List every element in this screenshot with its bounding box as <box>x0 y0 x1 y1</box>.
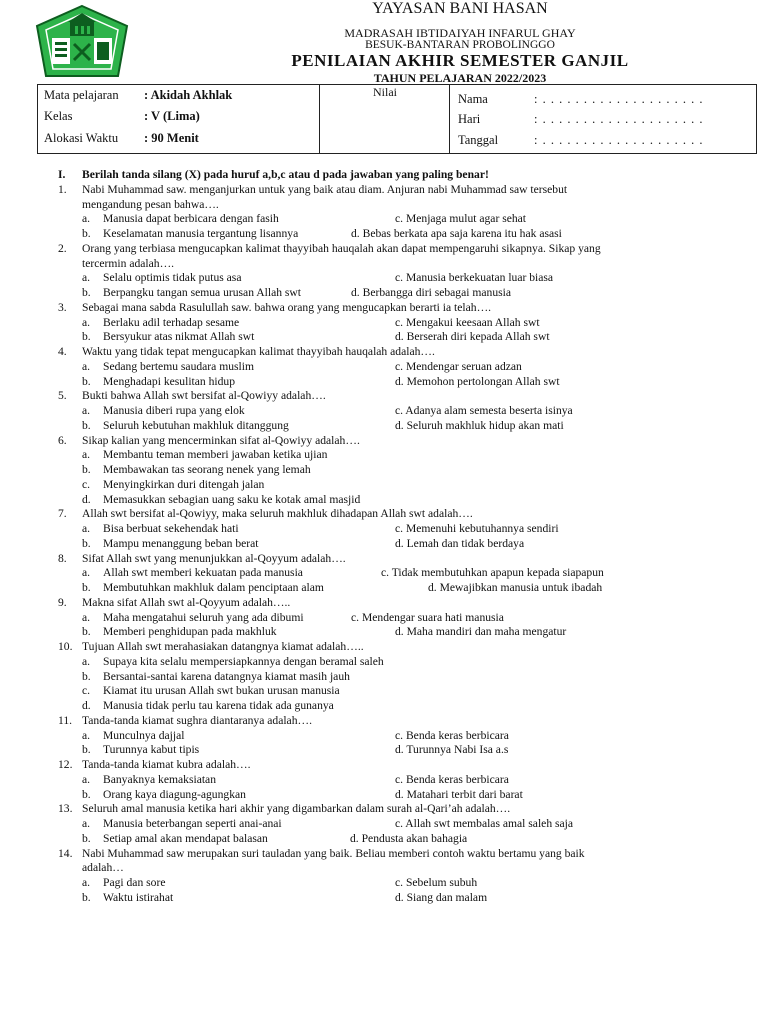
option-c[interactable]: c. Menjaga mulut agar sehat <box>395 212 527 226</box>
option-b[interactable]: Waktu istirahat <box>103 890 174 904</box>
option-letter[interactable]: a. <box>82 404 91 417</box>
school-address: BESUK-BANTARAN PROBOLINGGO <box>365 39 555 51</box>
options-13-ac <box>58 817 758 832</box>
question-1-cont <box>58 198 758 213</box>
option-letter[interactable]: b. <box>82 374 91 388</box>
option-6-a <box>58 448 758 463</box>
option-letter[interactable]: a. <box>82 271 91 285</box>
option-a[interactable]: Manusia beterbangan seperti anai-anai <box>103 817 282 830</box>
subject-row <box>44 88 232 103</box>
question-text: Tanda-tanda kiamat kubra adalah…. <box>82 758 251 771</box>
option-letter[interactable]: a. <box>82 212 91 226</box>
question-number: 9. <box>58 595 67 609</box>
option-letter[interactable]: b. <box>82 418 91 432</box>
option-b[interactable]: Membutuhkan makhluk dalam penciptaan alam <box>103 581 324 594</box>
option-a[interactable]: Manusia diberi rupa yang elok <box>103 404 245 417</box>
option-10-a <box>58 655 758 670</box>
duration-value: : 90 Menit <box>144 131 199 145</box>
options-1-ac <box>58 212 758 227</box>
option-letter[interactable]: a. <box>82 654 91 668</box>
option-a[interactable]: Selalu optimis tidak putus asa <box>103 271 242 285</box>
option-a[interactable]: Bisa berbuat sekehendak hati <box>103 522 239 535</box>
option-10-c <box>58 684 758 699</box>
question-text: Nabi Muhammad saw merupakan suri tauladan yang baik. Beliau memberi contoh waktu bertamu yang baik <box>82 846 585 860</box>
duration-row <box>44 131 199 146</box>
option-a[interactable]: Munculnya dajjal <box>103 728 185 742</box>
option-a[interactable]: Banyaknya kemaksiatan <box>103 772 216 786</box>
options-7-bd <box>58 537 758 552</box>
option-a[interactable]: Berlaku adil terhadap sesame <box>103 315 240 329</box>
option-d[interactable]: d. Maha mandiri dan maha mengatur <box>395 625 567 639</box>
option-letter[interactable]: b. <box>82 743 91 757</box>
question-6 <box>58 434 758 449</box>
option-d[interactable]: d. Turunnya Nabi Isa a.s <box>395 743 509 757</box>
question-text: Tujuan Allah swt merahasiakan datangnya kiamat adalah….. <box>82 640 364 653</box>
option-a[interactable]: Pagi dan sore <box>103 876 166 889</box>
option-c[interactable]: c. Benda keras berbicara <box>395 728 509 742</box>
option-letter[interactable]: b. <box>82 536 91 550</box>
exam-title: PENILAIAN AKHIR SEMESTER GANJIL <box>291 51 629 70</box>
question-11 <box>58 714 758 729</box>
question-text: mengandung pesan bahwa…. <box>82 197 219 211</box>
option-a[interactable]: Allah swt memberi kekuatan pada manusia <box>103 566 303 580</box>
section-instruction <box>58 168 758 183</box>
options-9-ac <box>58 611 758 626</box>
school-name: MADRASAH IBTIDAIYAH INFARUL GHAY <box>344 26 576 40</box>
option-letter[interactable]: a. <box>82 728 91 742</box>
option-b[interactable]: Menghadapi kesulitan hidup <box>103 374 236 388</box>
option-c[interactable]: c. Memenuhi kebutuhannya sendiri <box>395 522 559 535</box>
option-letter[interactable]: b. <box>82 669 91 683</box>
question-2-cont <box>58 257 758 272</box>
subject-value: : Akidah Akhlak <box>144 88 233 102</box>
name-blank[interactable]: : . . . . . . . . . . . . . . . . . . . . <box>534 92 704 106</box>
option-letter[interactable]: a. <box>82 522 91 535</box>
option-d[interactable]: d. Berserah diri kepada Allah swt <box>395 330 550 344</box>
options-1-bd <box>58 227 758 242</box>
options-4-ac <box>58 360 758 375</box>
school-logo <box>34 4 130 80</box>
divider-left <box>319 85 320 153</box>
options-12-bd <box>58 788 758 803</box>
question-number: 2. <box>58 241 67 255</box>
question-10 <box>58 640 758 655</box>
option-letter[interactable]: a. <box>82 876 91 889</box>
option-letter[interactable]: b. <box>82 890 91 904</box>
option-c[interactable]: Kiamat itu urusan Allah swt bukan urusan manusia <box>103 684 340 698</box>
option-letter[interactable]: a. <box>82 817 91 830</box>
option-c[interactable]: c. Mengakui keesaan Allah swt <box>395 315 540 329</box>
option-a[interactable]: Supaya kita selalu mempersiapkannya dengan beramal saleh <box>103 654 384 668</box>
option-c[interactable]: c. Tidak membutuhkan apapun kepada siapapun <box>381 566 604 580</box>
date-label: Tanggal <box>458 133 499 147</box>
options-3-ac <box>58 316 758 331</box>
question-12 <box>58 758 758 773</box>
option-c[interactable]: c. Allah swt membalas amal saleh saja <box>395 817 574 830</box>
foundation-name: YAYASAN BANI HASAN <box>372 0 548 17</box>
option-letter[interactable]: a. <box>82 448 91 462</box>
instruction-text: Berilah tanda silang (X) pada huruf a,b,c atau d pada jawaban yang paling benar! <box>82 168 489 181</box>
question-number: 10. <box>58 640 73 653</box>
student-info-box <box>37 84 757 154</box>
option-10-d <box>58 699 758 714</box>
question-2 <box>58 242 758 257</box>
options-2-ac <box>58 271 758 286</box>
class-value: : V (Lima) <box>144 109 200 123</box>
options-4-bd <box>58 375 758 390</box>
question-number: 14. <box>58 846 73 860</box>
question-text: Makna sifat Allah swt al-Qoyyum adalah….. <box>82 595 291 609</box>
option-letter[interactable]: b. <box>82 581 91 594</box>
question-number: 12. <box>58 758 73 771</box>
option-d[interactable]: d. Lemah dan tidak berdaya <box>395 536 525 550</box>
duration-label: Alokasi Waktu <box>44 131 119 145</box>
question-number: 3. <box>58 300 67 314</box>
question-list <box>58 168 758 906</box>
question-text: Waktu yang tidak tepat mengucapkan kalimat thayyibah hauqalah adalah…. <box>82 345 435 358</box>
question-number: 6. <box>58 433 67 447</box>
option-letter[interactable]: a. <box>82 359 91 373</box>
option-a[interactable]: Sedang bertemu saudara muslim <box>103 359 255 373</box>
options-9-bd <box>58 625 758 640</box>
option-b[interactable]: Membawakan tas seorang nenek yang lemah <box>103 463 311 476</box>
option-c[interactable]: c. Mendengar seruan adzan <box>395 359 522 373</box>
question-number: 13. <box>58 802 73 816</box>
class-label: Kelas <box>44 109 73 123</box>
academic-year: TAHUN PELAJARAN 2022/2023 <box>373 71 547 85</box>
option-c[interactable]: c. Adanya alam semesta beserta isinya <box>395 404 573 417</box>
option-letter[interactable]: d. <box>82 492 91 506</box>
option-c[interactable]: c. Manusia berkekuatan luar biasa <box>395 271 554 285</box>
option-d[interactable]: d. Berbangga diri sebagai manusia <box>351 286 512 299</box>
name-label: Nama <box>458 92 488 106</box>
option-c[interactable]: Menyingkirkan duri ditengah jalan <box>103 477 265 491</box>
question-text: adalah… <box>82 861 124 875</box>
option-c[interactable]: c. Benda keras berbicara <box>395 772 509 786</box>
date-row <box>458 133 703 148</box>
option-letter[interactable]: b. <box>82 227 91 240</box>
options-2-bd <box>58 286 758 301</box>
option-6-b <box>58 463 758 478</box>
option-b[interactable]: Bersantai-santai karena datangnya kiamat masih jauh <box>103 669 350 683</box>
option-letter[interactable]: b. <box>82 787 91 801</box>
question-number: 5. <box>58 389 67 403</box>
question-8 <box>58 552 758 567</box>
question-5 <box>58 389 758 404</box>
option-letter[interactable]: b. <box>82 463 91 476</box>
option-d[interactable]: Memasukkan sebagian uang saku ke kotak amal masjid <box>103 492 361 506</box>
option-b[interactable]: Orang kaya diagung-agungkan <box>103 787 246 801</box>
option-c[interactable]: c. Mendengar suara hati manusia <box>351 610 504 624</box>
options-3-bd <box>58 330 758 345</box>
date-blank[interactable]: : . . . . . . . . . . . . . . . . . . . . <box>534 133 704 147</box>
question-13 <box>58 802 758 817</box>
question-text: Allah swt bersifat al-Qowiyy, maka seluruh makhluk dihadapan Allah swt adalah…. <box>82 507 473 521</box>
question-text: Nabi Muhammad saw. menganjurkan untuk yang baik atau diam. Anjuran nabi Muhammad saw tersebut <box>82 182 568 196</box>
option-letter[interactable]: a. <box>82 610 91 624</box>
class-row <box>44 109 200 124</box>
day-row <box>458 112 703 127</box>
option-letter[interactable]: b. <box>82 330 91 344</box>
option-letter[interactable]: a. <box>82 566 91 580</box>
section-number: I. <box>58 168 66 181</box>
option-a[interactable]: Membantu teman memberi jawaban ketika ujian <box>103 448 328 462</box>
options-14-bd <box>58 891 758 906</box>
option-b[interactable]: Seluruh kebutuhan makhluk ditanggung <box>103 418 289 432</box>
option-b[interactable]: Turunnya kabut tipis <box>103 743 200 757</box>
question-text: Tanda-tanda kiamat sughra diantaranya adalah…. <box>82 713 312 727</box>
option-b[interactable]: Memberi penghidupan pada makhluk <box>103 625 277 639</box>
day-label: Hari <box>458 112 481 126</box>
score-label: Nilai <box>373 85 397 99</box>
question-text: Sikap kalian yang mencerminkan sifat al-Qowiyy adalah…. <box>82 433 360 447</box>
question-text: Bukti bahwa Allah swt bersifat al-Qowiyy adalah…. <box>82 389 326 403</box>
name-row <box>458 92 703 107</box>
question-text: Sebagai mana sabda Rasulullah saw. bahwa orang yang mengucapkan berarti ia telah…. <box>82 300 492 314</box>
options-8-ac <box>58 566 758 581</box>
option-a[interactable]: Maha mengatahui seluruh yang ada dibumi <box>103 610 304 624</box>
option-b[interactable]: Keselamatan manusia tergantung lisannya <box>103 227 299 240</box>
options-5-ac <box>58 404 758 419</box>
question-number: 11. <box>58 713 73 727</box>
question-number: 7. <box>58 507 67 521</box>
option-letter[interactable]: b. <box>82 286 91 299</box>
question-text: tercermin adalah…. <box>82 256 175 270</box>
option-letter[interactable]: c. <box>82 684 91 698</box>
question-9 <box>58 596 758 611</box>
option-d[interactable]: d. Siang dan malam <box>395 890 488 904</box>
option-d[interactable]: Manusia tidak perlu tau karena tidak ada gunanya <box>103 699 334 712</box>
options-5-bd <box>58 419 758 434</box>
day-blank[interactable]: : . . . . . . . . . . . . . . . . . . . . <box>534 112 704 126</box>
question-text: Sifat Allah swt yang menunjukkan al-Qoyyum adalah…. <box>82 551 346 565</box>
option-b[interactable]: Bersyukur atas nikmat Allah swt <box>103 330 255 344</box>
options-11-bd <box>58 743 758 758</box>
option-b[interactable]: Setiap amal akan mendapat balasan <box>103 831 268 845</box>
option-d[interactable]: d. Mewajibkan manusia untuk ibadah <box>428 581 603 594</box>
option-letter[interactable]: b. <box>82 625 91 639</box>
question-number: 8. <box>58 551 67 565</box>
options-13-bd <box>58 832 758 847</box>
options-7-ac <box>58 522 758 537</box>
question-number: 4. <box>58 345 67 358</box>
options-11-ac <box>58 729 758 744</box>
option-6-c <box>58 478 758 493</box>
option-c[interactable]: c. Sebelum subuh <box>395 876 478 889</box>
option-d[interactable]: d. Pendusta akan bahagia <box>350 831 468 845</box>
question-3 <box>58 301 758 316</box>
option-6-d <box>58 493 758 508</box>
question-number: 1. <box>58 182 67 196</box>
option-10-b <box>58 670 758 685</box>
options-14-ac <box>58 876 758 891</box>
question-14-cont <box>58 861 758 876</box>
options-12-ac <box>58 773 758 788</box>
question-text: Orang yang terbiasa mengucapkan kalimat thayyibah hauqalah akan dapat mempengaruhi sikapnya. Sikap yang <box>82 241 601 255</box>
option-letter[interactable]: a. <box>82 772 91 786</box>
option-letter[interactable]: c. <box>82 477 91 491</box>
option-letter[interactable]: a. <box>82 315 91 329</box>
question-7 <box>58 507 758 522</box>
option-b[interactable]: Mampu menanggung beban berat <box>103 536 259 550</box>
question-text: Seluruh amal manusia ketika hari akhir yang digambarkan dalam surah al-Qari’ah adalah…. <box>82 802 511 816</box>
option-b[interactable]: Berpangku tangan semua urusan Allah swt <box>103 286 302 299</box>
option-d[interactable]: d. Matahari terbit dari barat <box>395 787 523 801</box>
question-1 <box>58 183 758 198</box>
subject-label: Mata pelajaran <box>44 88 119 102</box>
options-8-bd <box>58 581 758 596</box>
option-d[interactable]: d. Memohon pertolongan Allah swt <box>395 374 560 388</box>
option-d[interactable]: d. Seluruh makhluk hidup akan mati <box>395 418 564 432</box>
option-letter[interactable]: b. <box>82 831 91 845</box>
option-d[interactable]: d. Bebas berkata apa saja karena itu hak asasi <box>351 227 562 240</box>
divider-right <box>449 85 450 153</box>
question-4 <box>58 345 758 360</box>
option-letter[interactable]: d. <box>82 699 91 712</box>
question-14 <box>58 847 758 862</box>
option-a[interactable]: Manusia dapat berbicara dengan fasih <box>103 212 279 226</box>
